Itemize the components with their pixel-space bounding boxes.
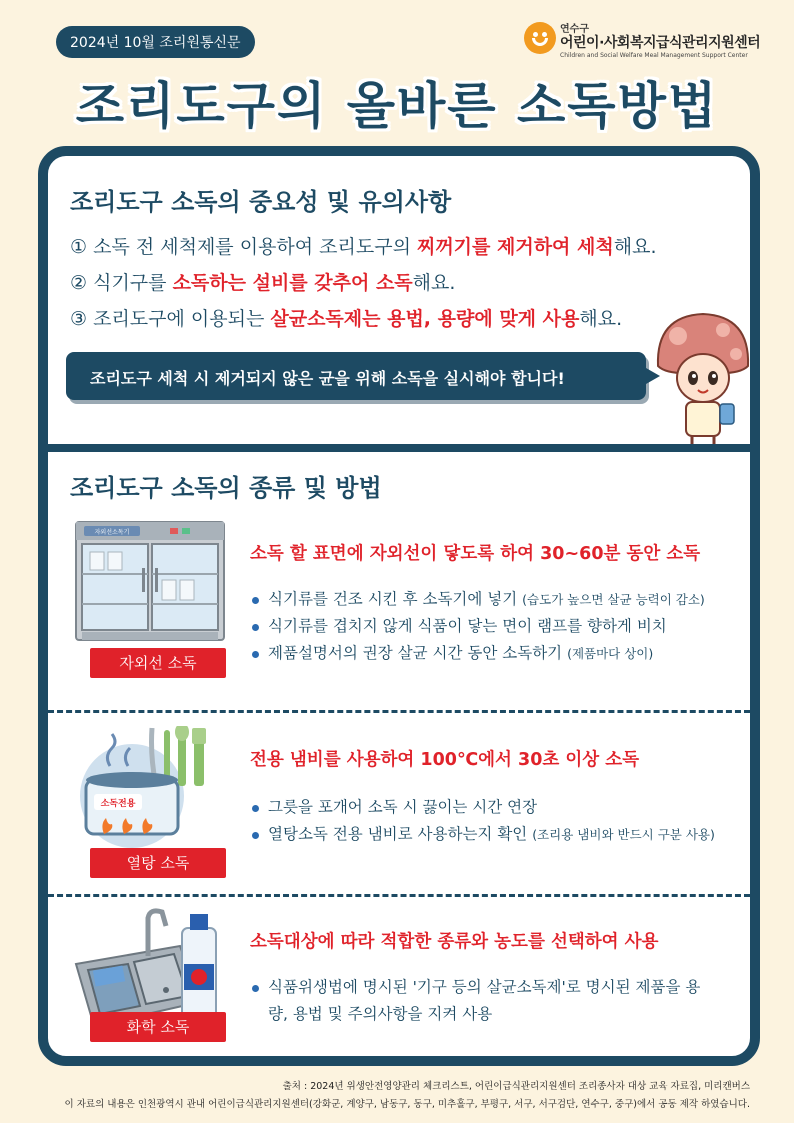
mushroom-mascot-icon [648,306,758,446]
smiley-logo-icon [524,22,556,54]
dashed-divider [48,894,750,897]
importance-point-1 [70,232,657,259]
uv-bullet-list [250,586,705,667]
chemical-title: 소독대상에 따라 적합한 종류와 농도를 선택하여 사용 [250,932,659,952]
point-text: 식기구를 [93,272,173,294]
org-district: 연수구 [560,24,589,35]
methods-heading: 조리도구 소독의 종류 및 방법 [70,474,382,502]
cabinet-label: 자외선소독기 [94,529,130,536]
org-name: 어린이·사회복지급식관리지원센터 [560,35,761,51]
list-item: 식기류를 건조 시킨 후 소독기에 넣기 (습도가 높으면 살균 능력이 감소) [250,586,705,613]
point-text: 조리도구에 이용되는 [93,308,271,330]
boil-title: 전용 냄비를 사용하여 100℃에서 30초 이상 소독 [250,750,640,770]
boil-tag: 열탕 소독 [90,848,226,878]
boiling-pot-icon [70,726,230,856]
point-number: ③ [70,308,88,330]
importance-point-2 [70,268,455,295]
organization-logo [524,20,764,64]
boil-bullet-list [250,794,715,848]
point-text-end: 해요. [579,308,623,330]
point-number: ① [70,236,88,258]
point-highlight: 살균소독제는 용법, 용량에 맞게 사용 [270,308,580,330]
list-item: 그릇을 포개어 소독 시 끓이는 시간 연장 [250,794,715,821]
point-highlight: 소독하는 설비를 갖추어 소독 [172,272,413,294]
point-text-end: 해요. [613,236,657,258]
footer-source: 출처 : 2024년 위생안전영양관리 체크리스트, 어린이급식관리지원센터 조리종사자 대상 교육 자료집, 미리캔버스 [282,1081,750,1092]
dashed-divider [48,710,750,713]
importance-heading: 조리도구 소독의 중요성 및 유의사항 [70,188,452,216]
point-text: 소독 전 세척제를 이용하여 조리도구의 [93,236,417,258]
chemical-tag: 화학 소독 [90,1012,226,1042]
pot-label: 소독전용 [100,799,136,809]
org-english-name: Children and Social Welfare Meal Management Support Center [560,52,748,59]
list-item: 식기류를 겹치지 않게 식품이 닿는 면이 램프를 향하게 비치 [250,613,705,640]
uv-tag: 자외선 소독 [90,648,226,678]
list-item: 식품위생법에 명시된 '기구 등의 살균소독제'로 명시된 제품을 용량, 용법 및 주의사항을 지켜 사용 [250,974,720,1028]
chemical-bullet-list [250,974,720,1028]
point-number: ② [70,272,88,294]
list-item: 제품설명서의 권장 살균 시간 동안 소독하기 (제품마다 상이) [250,640,705,667]
footer-credit: 이 자료의 내용은 인천광역시 관내 어린이급식관리지원센터(강화군, 계양구, 남동구, 동구, 미추홀구, 부평구, 서구, 서구검단, 연수구, 중구)에서 공동 제작 하였습니다. [64,1099,750,1110]
point-text-end: 해요. [412,272,456,294]
section-divider [48,444,750,452]
callout-banner: 조리도구 세척 시 제거되지 않은 균을 위해 소독을 실시해야 합니다! [66,352,646,400]
point-highlight: 찌꺼기를 제거하여 세척 [416,236,614,258]
page-title: 조리도구의 올바른 소독방법 [75,77,719,135]
uv-sterilizer-cabinet-icon [70,518,230,648]
uv-title: 소독 할 표면에 자외선이 닿도록 하여 30~60분 동안 소독 [250,544,701,564]
list-item: 열탕소독 전용 냄비로 사용하는지 확인 (조리용 냄비와 반드시 구분 사용) [250,821,715,848]
content-frame [38,146,760,1066]
issue-badge: 2024년 10월 조리원통신문 [56,26,255,58]
importance-point-3 [70,304,622,331]
